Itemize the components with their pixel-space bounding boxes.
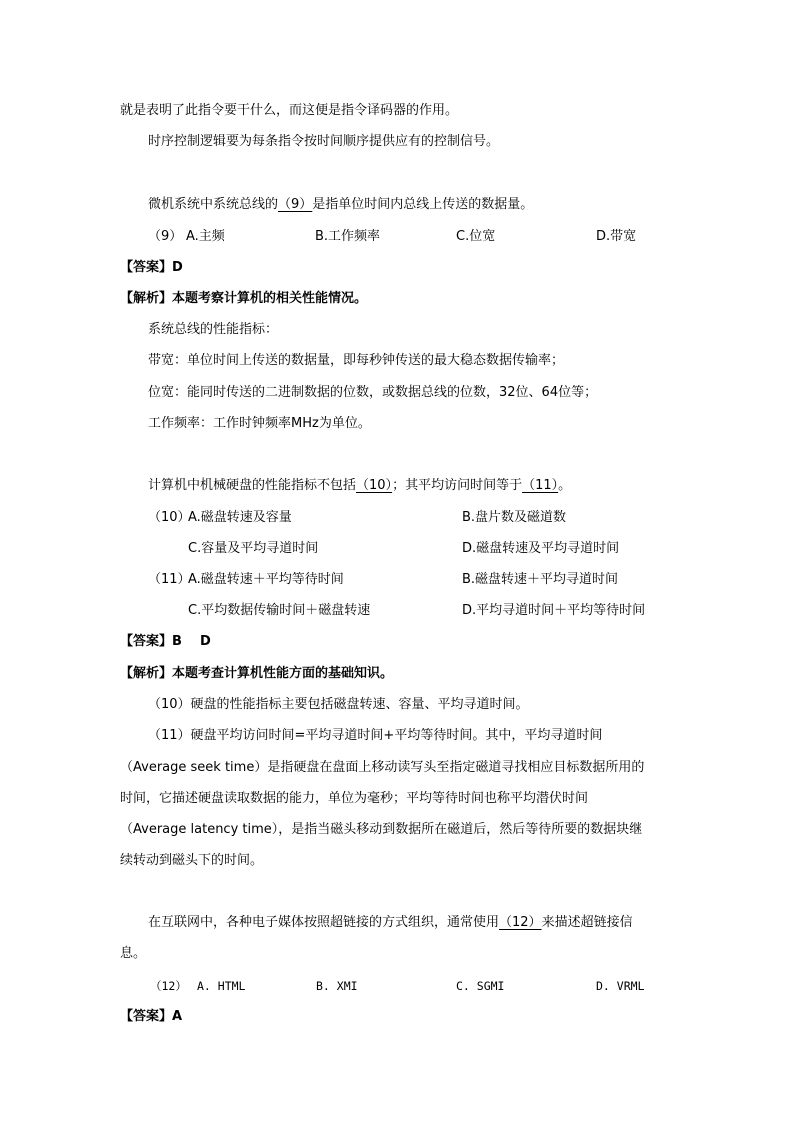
question-10-stem — [148, 477, 571, 495]
text-line: 就是表明了此指令要干什么，而这便是指令译码器的作用。 — [120, 103, 459, 118]
analysis-label: 【解析】 — [120, 666, 173, 681]
question-number: （10） — [148, 510, 191, 525]
analysis-line: （10）硬盘的性能指标主要包括磁盘转速、容量、平均寻道时间。 — [148, 697, 529, 712]
option-b: B.磁盘转速＋平均寻道时间 — [462, 572, 619, 587]
analysis-line: （Average seek time）是指硬盘在盘面上移动读写头至指定磁道寻找相应目标数据所用的 — [120, 760, 645, 775]
stem-text: 微机系统中系统总线的 — [148, 197, 279, 212]
blank-12: （12） — [499, 915, 542, 930]
analysis-line: 位宽：能同时传送的二进制数据的位数，或数据总线的位数，32位、64位等； — [148, 385, 598, 400]
analysis-line: （Average latency time），是指当磁头移动到数据所在磁道后，然后等待所要的数据块继 — [120, 822, 643, 837]
blank-9: （9） — [278, 197, 313, 212]
question-9-stem — [148, 196, 533, 214]
option-a: A.主频 — [186, 229, 225, 244]
option-a: A. HTML — [197, 979, 246, 993]
stem-text: 计算机中机械硬盘的性能指标不包括 — [148, 478, 357, 493]
analysis-label: 【解析】 — [120, 291, 173, 306]
blank-10: （10） — [356, 478, 393, 493]
answer-line — [120, 633, 211, 651]
question-number: （9） — [148, 229, 183, 244]
analysis-line: 工作频率：工作时钟频率MHz为单位。 — [148, 416, 371, 431]
answer-value: B D — [172, 634, 211, 649]
stem-text: 在互联网中，各种电子媒体按照超链接的方式组织，通常使用 — [148, 915, 500, 930]
option-c: C.平均数据传输时间＋磁盘转速 — [188, 603, 371, 618]
answer-label: 【答案】 — [120, 260, 173, 275]
question-number: （12） — [150, 979, 187, 993]
analysis-heading — [120, 290, 367, 308]
analysis-line: 续转动到磁头下的时间。 — [120, 853, 264, 868]
answer-value: D — [172, 260, 183, 275]
stem-text: 来描述超链接信 — [541, 915, 633, 930]
analysis-line: 系统总线的性能指标： — [148, 322, 279, 337]
analysis-title: 本题考查计算机性能方面的基础知识。 — [172, 666, 394, 681]
option-b: B.盘片数及磁道数 — [462, 510, 567, 525]
question-12-stem-cont: 息。 — [120, 946, 147, 961]
answer-line — [120, 259, 183, 277]
option-d: D.带宽 — [596, 229, 637, 244]
stem-text: 是指单位时间内总线上传送的数据量。 — [312, 197, 534, 212]
stem-text: ；其平均访问时间等于 — [392, 478, 523, 493]
answer-label: 【答案】 — [120, 634, 173, 649]
option-a: A.磁盘转速＋平均等待时间 — [188, 572, 344, 587]
answer-label: 【答案】 — [120, 1009, 173, 1024]
answer-value: A — [172, 1009, 183, 1024]
analysis-line: 时间，它描述硬盘读取数据的能力，单位为毫秒；平均等待时间也称平均潜伏时间 — [120, 791, 589, 806]
option-d: D.平均寻道时间＋平均等待时间 — [462, 603, 646, 618]
question-number: （11） — [148, 572, 191, 587]
option-d: D. VRML — [596, 979, 645, 993]
option-b: B.工作频率 — [315, 229, 381, 244]
blank-11: （11） — [522, 478, 559, 493]
analysis-line: （11）硬盘平均访问时间=平均寻道时间+平均等待时间。其中，平均寻道时间 — [148, 728, 603, 743]
text-line: 时序控制逻辑要为每条指令按时间顺序提供应有的控制信号。 — [148, 134, 500, 149]
option-a: A.磁盘转速及容量 — [188, 510, 292, 525]
question-12-stem — [148, 914, 633, 932]
option-b: B. XMI — [316, 979, 358, 993]
option-c: C. SGMI — [456, 979, 505, 993]
analysis-line: 带宽：单位时间上传送的数据量，即每秒钟传送的最大稳态数据传输率； — [148, 353, 565, 368]
option-c: C.位宽 — [456, 229, 496, 244]
answer-line — [120, 1008, 182, 1026]
stem-text: 。 — [558, 478, 572, 493]
analysis-heading — [120, 665, 393, 683]
option-d: D.磁盘转速及平均寻道时间 — [462, 541, 620, 556]
option-c: C.容量及平均寻道时间 — [188, 541, 319, 556]
analysis-title: 本题考察计算机的相关性能情况。 — [172, 291, 368, 306]
